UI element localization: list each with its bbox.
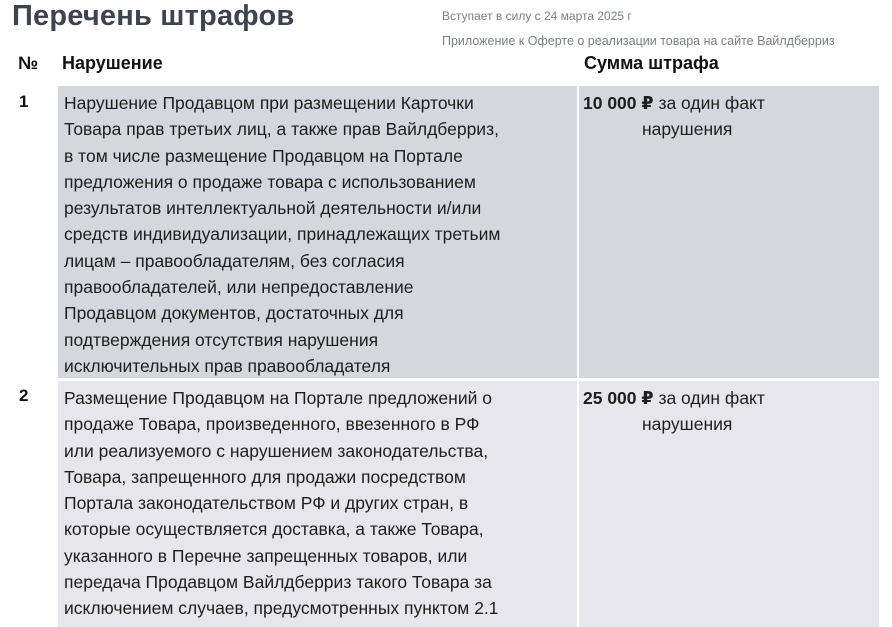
column-header-number: №: [18, 53, 39, 73]
amount-suffix: за один факт: [653, 388, 765, 408]
amount-cell: [579, 381, 879, 627]
violation-line: результатов интеллектуальной деятельности и/или: [64, 198, 482, 219]
violation-line: Портала законодательством РФ и других стран, в: [64, 493, 469, 514]
violation-line: Продавцом документов, достаточных для: [64, 303, 404, 324]
row-number: 2: [19, 386, 29, 405]
violation-line: Товара прав третьих лиц, а также прав Вайлдберриз,: [64, 119, 499, 140]
amount-cell: [579, 86, 879, 378]
violation-line: или реализуемого с нарушением законодательства,: [64, 440, 489, 461]
violation-line: Размещение Продавцом на Портале предложений о: [64, 388, 492, 408]
amount-suffix: за один факт: [653, 93, 765, 113]
violation-cell: [58, 381, 577, 627]
violation-line: которые осуществляется доставка, а также Товара,: [64, 519, 484, 540]
amount-line: [583, 90, 875, 116]
amount-value: 10 000 ₽: [583, 93, 654, 113]
amount-value: 25 000 ₽: [583, 388, 654, 408]
violation-line: предложения о продаже товара с использованием: [64, 171, 476, 192]
column-header-violation: Нарушение: [62, 53, 163, 73]
violation-line: Товара, запрещенного для продажи посредством: [64, 466, 466, 487]
violation-line: исключительных прав правообладателя: [64, 355, 391, 376]
violation-line: лицам – правообладателям, без согласия: [64, 250, 405, 271]
column-header-amount: Сумма штрафа: [584, 53, 719, 73]
violation-line: Нарушение Продавцом при размещении Карточки: [64, 93, 474, 113]
effective-date: Вступает в силу с 24 марта 2025 г: [442, 9, 632, 23]
page-title: Перечень штрафов: [12, 0, 295, 32]
violation-line: передача Продавцом Вайлдберриз такого Товара за: [64, 572, 492, 593]
violation-line: в том числе размещение Продавцом на Портале: [64, 145, 463, 166]
violation-line: продаже Товара, произведенного, ввезенного в РФ: [64, 414, 480, 435]
amount-line-2: нарушения: [642, 414, 733, 435]
amount-line-2: нарушения: [642, 119, 733, 140]
violation-line: подтверждения отсутствия нарушения: [64, 329, 379, 350]
amount-line: [583, 385, 875, 411]
appendix-note: Приложение к Оферте о реализации товара на сайте Вайлдберриз: [442, 34, 835, 48]
violation-line: правообладателей, или непредоставление: [64, 277, 414, 298]
violation-line: средств индивидуализации, принадлежащих третьим: [64, 224, 501, 245]
row-number: 1: [19, 92, 29, 111]
violation-line: указанного в Перечне запрещенных товаров, или: [64, 545, 468, 566]
violation-line: исключением случаев, предусмотренных пунктом 2.1: [64, 598, 499, 619]
violation-cell: [58, 86, 577, 378]
